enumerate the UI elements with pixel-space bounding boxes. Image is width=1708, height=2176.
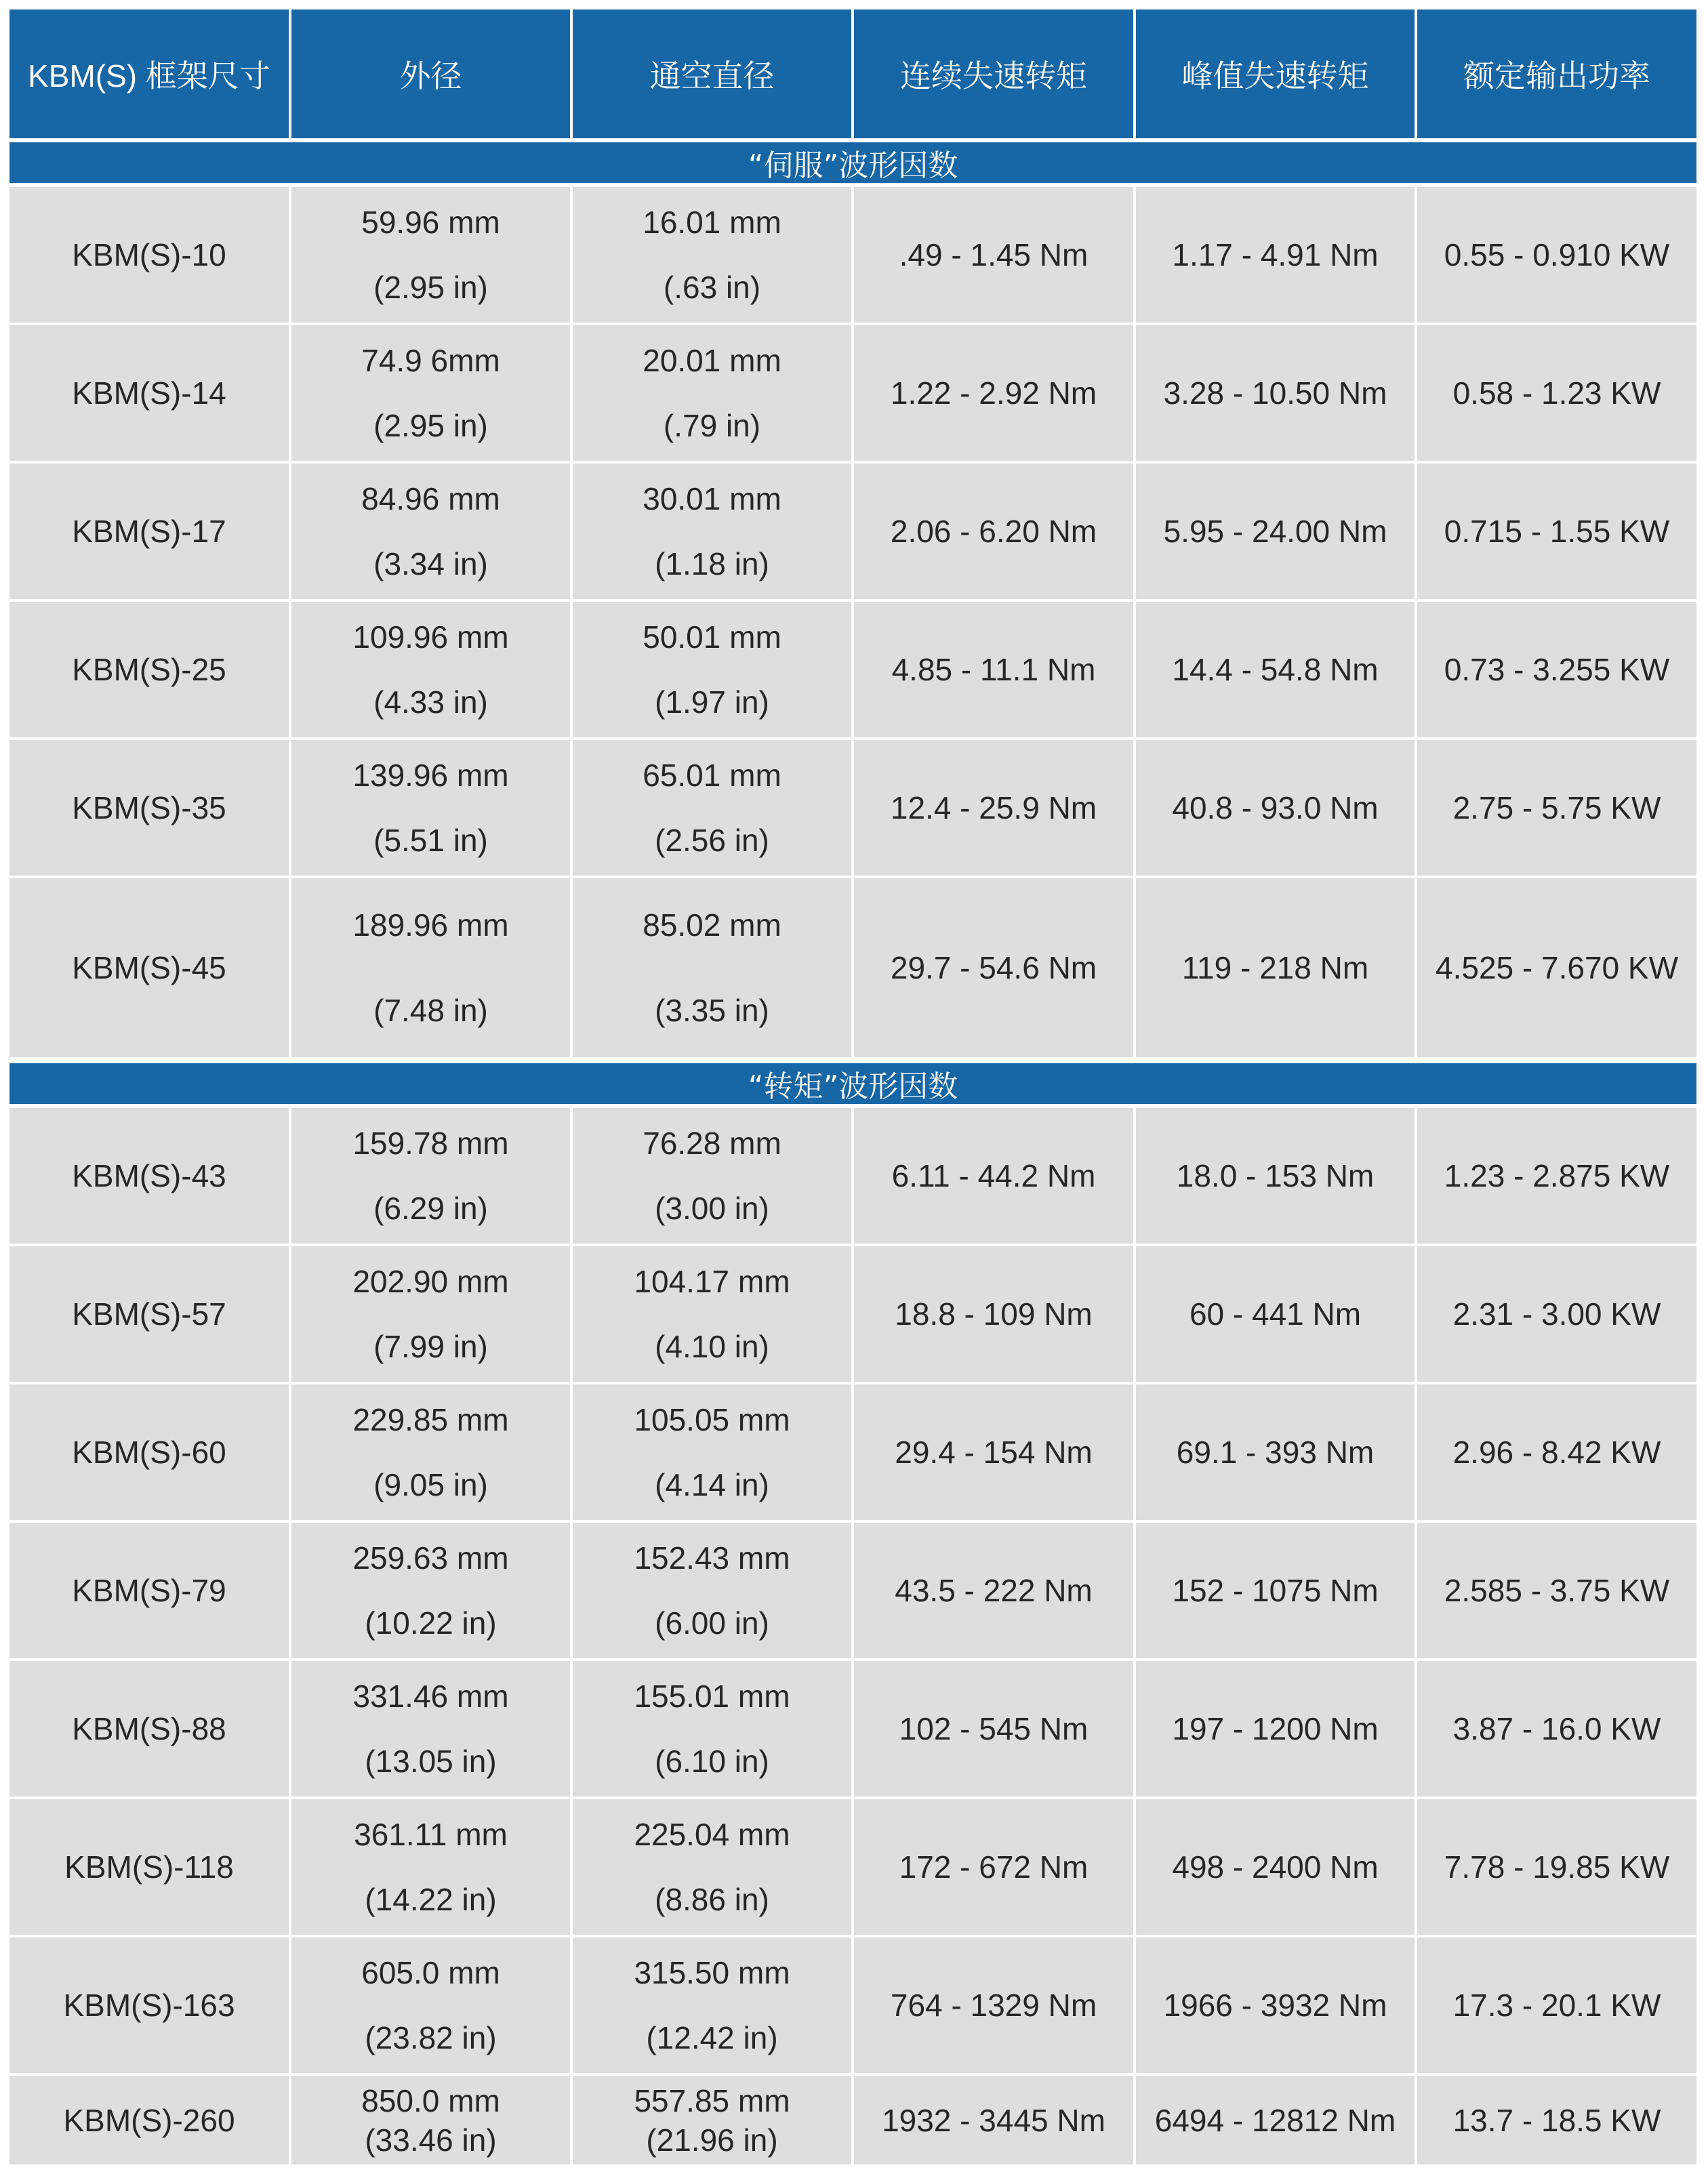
header-frame-size: KBM(S) 框架尺寸 <box>9 9 289 138</box>
continuous-torque-cell: 18.8 - 109 Nm <box>854 1246 1133 1382</box>
rated-power-cell: 13.7 - 18.5 KW <box>1417 2076 1696 2164</box>
bore-diameter-mm: 65.01 mm <box>643 758 781 793</box>
frame-size-cell: KBM(S)-60 <box>9 1384 289 1520</box>
rated-power-cell: 0.55 - 0.910 KW <box>1417 187 1696 323</box>
bore-diameter-cell <box>573 878 851 1057</box>
outer-diameter-in: (10.22 in) <box>365 1605 497 1641</box>
rated-power-cell: 2.585 - 3.75 KW <box>1417 1523 1696 1658</box>
bore-diameter-in: (6.00 in) <box>655 1605 769 1641</box>
continuous-torque-cell: 764 - 1329 Nm <box>854 1937 1133 2073</box>
continuous-torque-cell: 29.7 - 54.6 Nm <box>854 878 1133 1057</box>
outer-diameter-mm: 202.90 mm <box>352 1264 509 1299</box>
header-rated-power: 额定输出功率 <box>1417 9 1696 138</box>
outer-diameter-cell <box>291 2076 570 2164</box>
outer-diameter-in: (14.22 in) <box>365 1882 497 1917</box>
bore-diameter-cell <box>573 187 851 323</box>
bore-diameter-mm: 557.85 mm <box>634 2082 790 2118</box>
peak-torque-cell: 3.28 - 10.50 Nm <box>1136 325 1415 461</box>
peak-torque-cell: 498 - 2400 Nm <box>1136 1799 1415 1935</box>
frame-size-cell: KBM(S)-35 <box>9 740 289 876</box>
frame-size-cell: KBM(S)-14 <box>9 325 289 461</box>
bore-diameter-mm: 85.02 mm <box>643 907 781 943</box>
frame-size-cell: KBM(S)-25 <box>9 602 289 737</box>
outer-diameter-mm: 139.96 mm <box>352 758 509 793</box>
outer-diameter-mm: 109.96 mm <box>352 619 509 655</box>
bore-diameter-mm: 225.04 mm <box>634 1817 790 1852</box>
rated-power-cell: 3.87 - 16.0 KW <box>1417 1661 1696 1797</box>
outer-diameter-in: (2.95 in) <box>373 270 488 305</box>
bore-diameter-cell <box>573 464 851 599</box>
bore-diameter-mm: 30.01 mm <box>643 481 781 516</box>
peak-torque-cell: 1966 - 3932 Nm <box>1136 1937 1415 2073</box>
outer-diameter-in: (2.95 in) <box>373 408 488 443</box>
peak-torque-cell: 119 - 218 Nm <box>1136 878 1415 1057</box>
bore-diameter-in: (6.10 in) <box>655 1744 769 1779</box>
section-title: “伺服”波形因数 <box>9 142 1696 183</box>
outer-diameter-in: (6.29 in) <box>373 1191 488 1226</box>
frame-size-cell: KBM(S)-79 <box>9 1523 289 1658</box>
rated-power-cell: 1.23 - 2.875 KW <box>1417 1108 1696 1244</box>
bore-diameter-in: (2.56 in) <box>655 823 769 858</box>
outer-diameter-in: (13.05 in) <box>365 1744 497 1779</box>
rated-power-cell: 4.525 - 7.670 KW <box>1417 878 1696 1057</box>
outer-diameter-mm: 331.46 mm <box>352 1679 509 1714</box>
outer-diameter-cell <box>291 464 570 599</box>
bore-diameter-in: (4.14 in) <box>655 1467 769 1502</box>
outer-diameter-cell <box>291 1661 570 1797</box>
outer-diameter-cell <box>291 1523 570 1658</box>
outer-diameter-cell <box>291 187 570 323</box>
bore-diameter-cell <box>573 1108 851 1244</box>
continuous-torque-cell: 1.22 - 2.92 Nm <box>854 325 1133 461</box>
frame-size-cell: KBM(S)-43 <box>9 1108 289 1244</box>
continuous-torque-cell: 172 - 672 Nm <box>854 1799 1133 1935</box>
bore-diameter-in: (.79 in) <box>663 408 761 443</box>
outer-diameter-cell <box>291 740 570 876</box>
peak-torque-cell: 1.17 - 4.91 Nm <box>1136 187 1415 323</box>
bore-diameter-mm: 315.50 mm <box>634 1955 790 1990</box>
continuous-torque-cell: 29.4 - 154 Nm <box>854 1384 1133 1520</box>
bore-diameter-mm: 152.43 mm <box>634 1540 790 1576</box>
peak-torque-cell: 14.4 - 54.8 Nm <box>1136 602 1415 737</box>
frame-size-cell: KBM(S)-57 <box>9 1246 289 1382</box>
outer-diameter-cell <box>291 602 570 737</box>
outer-diameter-in: (4.33 in) <box>373 684 488 720</box>
frame-size-cell: KBM(S)-10 <box>9 187 289 323</box>
bore-diameter-in: (3.35 in) <box>655 993 769 1028</box>
bore-diameter-mm: 155.01 mm <box>634 1679 790 1714</box>
bore-diameter-mm: 20.01 mm <box>643 343 781 378</box>
outer-diameter-cell <box>291 1384 570 1520</box>
peak-torque-cell: 18.0 - 153 Nm <box>1136 1108 1415 1244</box>
outer-diameter-mm: 74.9 6mm <box>361 343 500 378</box>
frame-size-cell: KBM(S)-45 <box>9 878 289 1057</box>
outer-diameter-in: (23.82 in) <box>365 2020 497 2055</box>
bore-diameter-cell <box>573 325 851 461</box>
header-peak-stall-torque: 峰值失速转矩 <box>1136 9 1415 138</box>
bore-diameter-mm: 105.05 mm <box>634 1402 790 1437</box>
bore-diameter-in: (3.00 in) <box>655 1191 769 1226</box>
outer-diameter-cell <box>291 1799 570 1935</box>
bore-diameter-mm: 104.17 mm <box>634 1264 790 1299</box>
section-title: “转矩”波形因数 <box>9 1063 1696 1104</box>
continuous-torque-cell: 43.5 - 222 Nm <box>854 1523 1133 1658</box>
continuous-torque-cell: 12.4 - 25.9 Nm <box>854 740 1133 876</box>
bore-diameter-cell <box>573 1384 851 1520</box>
outer-diameter-cell <box>291 325 570 461</box>
peak-torque-cell: 69.1 - 393 Nm <box>1136 1384 1415 1520</box>
bore-diameter-cell <box>573 1246 851 1382</box>
bore-diameter-cell <box>573 1937 851 2073</box>
continuous-torque-cell: 6.11 - 44.2 Nm <box>854 1108 1133 1244</box>
continuous-torque-cell: .49 - 1.45 Nm <box>854 187 1133 323</box>
outer-diameter-mm: 59.96 mm <box>361 205 500 240</box>
peak-torque-cell: 6494 - 12812 Nm <box>1136 2076 1415 2164</box>
peak-torque-cell: 40.8 - 93.0 Nm <box>1136 740 1415 876</box>
outer-diameter-cell <box>291 878 570 1057</box>
frame-size-cell: KBM(S)-17 <box>9 464 289 599</box>
continuous-torque-cell: 4.85 - 11.1 Nm <box>854 602 1133 737</box>
rated-power-cell: 17.3 - 20.1 KW <box>1417 1937 1696 2073</box>
outer-diameter-mm: 605.0 mm <box>361 1955 500 1990</box>
bore-diameter-in: (1.18 in) <box>655 546 769 581</box>
outer-diameter-in: (9.05 in) <box>373 1467 488 1502</box>
peak-torque-cell: 5.95 - 24.00 Nm <box>1136 464 1415 599</box>
bore-diameter-cell <box>573 1523 851 1658</box>
rated-power-cell: 2.75 - 5.75 KW <box>1417 740 1696 876</box>
bore-diameter-mm: 50.01 mm <box>643 619 781 655</box>
outer-diameter-in: (3.34 in) <box>373 546 488 581</box>
bore-diameter-in: (8.86 in) <box>655 1882 769 1917</box>
frame-size-cell: KBM(S)-163 <box>9 1937 289 2073</box>
outer-diameter-cell <box>291 1937 570 2073</box>
outer-diameter-in: (7.48 in) <box>373 993 488 1028</box>
continuous-torque-cell: 102 - 545 Nm <box>854 1661 1133 1797</box>
bore-diameter-mm: 76.28 mm <box>643 1126 781 1161</box>
continuous-torque-cell: 2.06 - 6.20 Nm <box>854 464 1133 599</box>
rated-power-cell: 2.31 - 3.00 KW <box>1417 1246 1696 1382</box>
rated-power-cell: 2.96 - 8.42 KW <box>1417 1384 1696 1520</box>
frame-size-cell: KBM(S)-118 <box>9 1799 289 1935</box>
outer-diameter-cell <box>291 1246 570 1382</box>
outer-diameter-in: (33.46 in) <box>365 2122 497 2158</box>
outer-diameter-mm: 84.96 mm <box>361 481 500 516</box>
bore-diameter-in: (21.96 in) <box>646 2122 778 2158</box>
continuous-torque-cell: 1932 - 3445 Nm <box>854 2076 1133 2164</box>
peak-torque-cell: 197 - 1200 Nm <box>1136 1661 1415 1797</box>
bore-diameter-mm: 16.01 mm <box>643 205 781 240</box>
rated-power-cell: 0.58 - 1.23 KW <box>1417 325 1696 461</box>
outer-diameter-in: (7.99 in) <box>373 1329 488 1364</box>
header-outer-diameter: 外径 <box>291 9 570 138</box>
bore-diameter-in: (.63 in) <box>663 270 761 305</box>
bore-diameter-cell <box>573 1661 851 1797</box>
header-continuous-stall-torque: 连续失速转矩 <box>854 9 1133 138</box>
bore-diameter-cell <box>573 2076 851 2164</box>
outer-diameter-mm: 850.0 mm <box>361 2082 500 2118</box>
outer-diameter-mm: 189.96 mm <box>352 907 509 943</box>
outer-diameter-mm: 159.78 mm <box>352 1126 509 1161</box>
rated-power-cell: 0.715 - 1.55 KW <box>1417 464 1696 599</box>
rated-power-cell: 0.73 - 3.255 KW <box>1417 602 1696 737</box>
outer-diameter-in: (5.51 in) <box>373 823 488 858</box>
bore-diameter-cell <box>573 602 851 737</box>
rated-power-cell: 7.78 - 19.85 KW <box>1417 1799 1696 1935</box>
peak-torque-cell: 60 - 441 Nm <box>1136 1246 1415 1382</box>
peak-torque-cell: 152 - 1075 Nm <box>1136 1523 1415 1658</box>
outer-diameter-cell <box>291 1108 570 1244</box>
bore-diameter-in: (4.10 in) <box>655 1329 769 1364</box>
bore-diameter-cell <box>573 1799 851 1935</box>
header-bore-diameter: 通空直径 <box>573 9 851 138</box>
bore-diameter-in: (1.97 in) <box>655 684 769 720</box>
bore-diameter-in: (12.42 in) <box>646 2020 778 2055</box>
outer-diameter-mm: 361.11 mm <box>354 1817 508 1852</box>
frame-size-cell: KBM(S)-88 <box>9 1661 289 1797</box>
frame-size-cell: KBM(S)-260 <box>9 2076 289 2164</box>
outer-diameter-mm: 229.85 mm <box>352 1402 509 1437</box>
outer-diameter-mm: 259.63 mm <box>352 1540 509 1576</box>
bore-diameter-cell <box>573 740 851 876</box>
